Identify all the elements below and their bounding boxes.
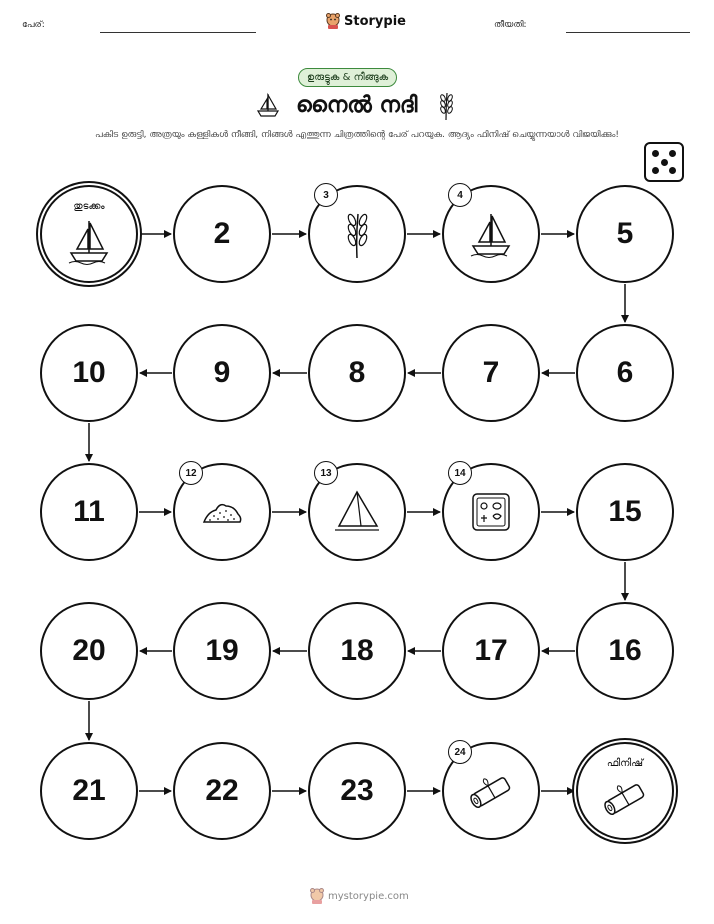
cell-number: 17 bbox=[474, 634, 508, 667]
number-cell-2 bbox=[173, 185, 271, 283]
number-cell-11 bbox=[40, 463, 138, 561]
cell-number: 10 bbox=[72, 356, 106, 389]
cell-number: 2 bbox=[213, 217, 231, 250]
cell-number: 9 bbox=[213, 356, 231, 389]
cell-number: 16 bbox=[608, 634, 642, 667]
cell-number-tag: 14 bbox=[448, 461, 472, 485]
cell-number: 15 bbox=[608, 495, 642, 528]
number-cell-18 bbox=[308, 602, 406, 700]
cell-number-tag: 12 bbox=[179, 461, 203, 485]
sailboat-icon bbox=[465, 208, 517, 260]
picture-cell-14 bbox=[442, 463, 540, 561]
picture-cell-4 bbox=[442, 185, 540, 283]
picture-cell-3 bbox=[308, 185, 406, 283]
cell-number-tag: 3 bbox=[314, 183, 338, 207]
scroll-icon bbox=[465, 765, 517, 817]
number-cell-16 bbox=[576, 602, 674, 700]
instructions: പകിട ഉരുട്ടി, അത്രയും കള്ളികൾ നീങ്ങി, നിങ്ങൾ എത്തുന്ന ചിത്രത്തിന്റെ പേര് പറയുക. ആദ്യം ഫിനിഷ് ചെയ്യുന്നയാൾ വിജയിക്കും! bbox=[95, 130, 619, 140]
brand-name: Storypie bbox=[344, 13, 406, 29]
number-cell-10 bbox=[40, 324, 138, 422]
number-cell-23 bbox=[308, 742, 406, 840]
number-cell-17 bbox=[442, 602, 540, 700]
finish-cell bbox=[576, 742, 674, 840]
date-label: തീയതി: bbox=[494, 20, 527, 30]
cell-number: 19 bbox=[205, 634, 239, 667]
cell-number-tag: 13 bbox=[314, 461, 338, 485]
pyramid-icon bbox=[331, 486, 383, 538]
cell-number: 23 bbox=[340, 774, 374, 807]
start-label: തുടക്കം bbox=[73, 201, 105, 212]
number-cell-21 bbox=[40, 742, 138, 840]
footer bbox=[310, 888, 409, 904]
cell-number: 22 bbox=[205, 774, 239, 807]
start-cell bbox=[40, 185, 138, 283]
cell-number-tag: 4 bbox=[448, 183, 472, 207]
scroll-icon bbox=[599, 772, 651, 824]
picture-cell-13 bbox=[308, 463, 406, 561]
finish-label: ഫിനിഷ് bbox=[606, 758, 644, 769]
cell-number: 6 bbox=[616, 356, 634, 389]
cell-number: 11 bbox=[73, 495, 105, 528]
hieroglyph-tablet-icon bbox=[465, 486, 517, 538]
sailboat-icon bbox=[63, 215, 115, 267]
storypie-mascot-icon bbox=[310, 888, 324, 904]
number-cell-19 bbox=[173, 602, 271, 700]
cell-number-tag: 24 bbox=[448, 740, 472, 764]
cell-number: 18 bbox=[340, 634, 374, 667]
number-cell-15 bbox=[576, 463, 674, 561]
picture-cell-24 bbox=[442, 742, 540, 840]
number-cell-6 bbox=[576, 324, 674, 422]
cell-number: 5 bbox=[616, 217, 634, 250]
cell-number: 21 bbox=[72, 774, 106, 807]
number-cell-9 bbox=[173, 324, 271, 422]
name-label: പേര്: bbox=[22, 20, 45, 30]
cell-number: 20 bbox=[72, 634, 106, 667]
picture-cell-12 bbox=[173, 463, 271, 561]
number-cell-20 bbox=[40, 602, 138, 700]
cell-number: 8 bbox=[348, 356, 366, 389]
cell-number: 7 bbox=[482, 356, 500, 389]
wheat-icon bbox=[331, 208, 383, 260]
number-cell-5 bbox=[576, 185, 674, 283]
number-cell-8 bbox=[308, 324, 406, 422]
number-cell-22 bbox=[173, 742, 271, 840]
number-cell-7 bbox=[442, 324, 540, 422]
page-title: നൈൽ നദി bbox=[296, 93, 418, 118]
game-type-badge: ഉരുട്ടുക & നീങ്ങുക bbox=[298, 68, 397, 87]
sand-pile-icon bbox=[196, 486, 248, 538]
footer-site[interactable]: mystorypie.com bbox=[328, 890, 409, 902]
